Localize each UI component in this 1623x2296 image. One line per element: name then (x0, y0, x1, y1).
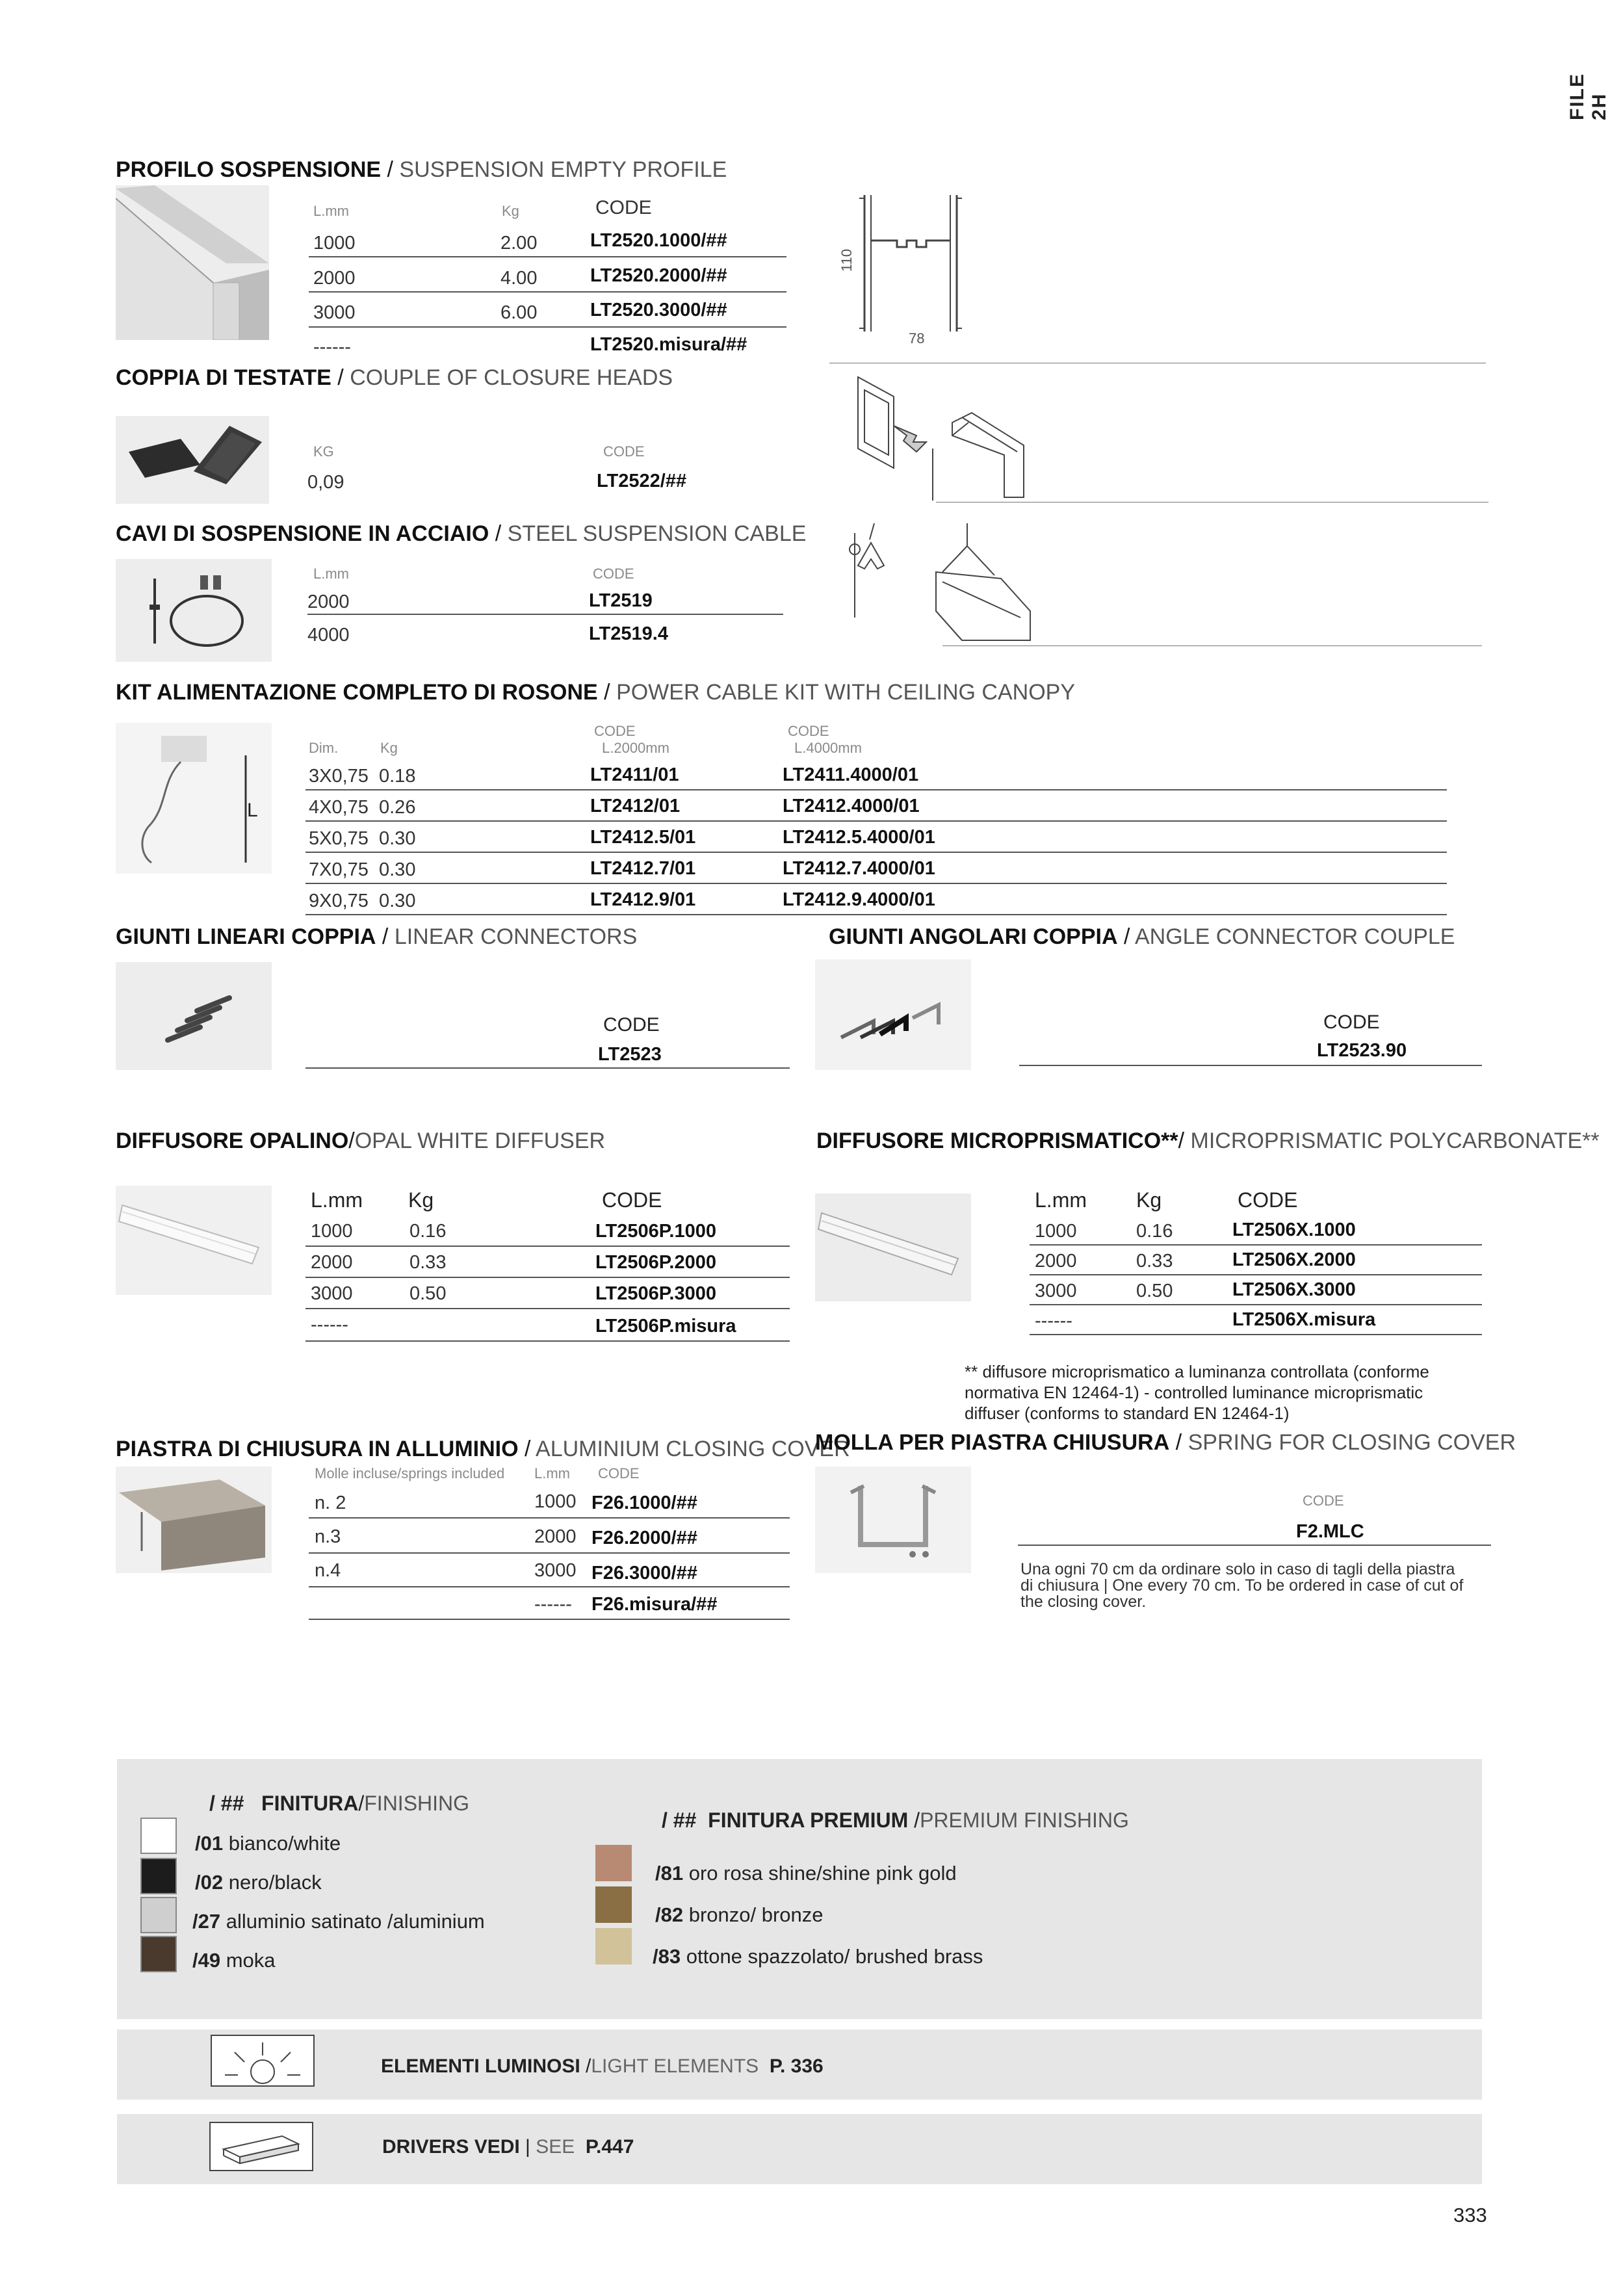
linear-image (116, 962, 272, 1070)
heads-header-kg: KG (313, 443, 334, 460)
side-label: FILE 2H (1566, 73, 1610, 120)
kit-image (116, 723, 272, 874)
micro-header-kg: Kg (1136, 1188, 1162, 1212)
table-cell: 1000 (313, 233, 356, 254)
row-divider (309, 326, 786, 328)
finish-swatch-bronze (595, 1886, 632, 1923)
finish-item: /02 nero/black (195, 1871, 322, 1894)
product-code: LT2412.5.4000/01 (783, 827, 935, 848)
linear-code-label: CODE (603, 1014, 660, 1036)
table-cell: 2.00 (500, 233, 538, 254)
row-divider (305, 852, 1447, 853)
product-code: LT2506P.3000 (595, 1283, 716, 1304)
micro-header-l: L.mm (1035, 1188, 1087, 1212)
drivers-bar[interactable] (117, 2114, 1482, 2184)
angle-illustration (815, 959, 971, 1070)
product-code: LT2411/01 (590, 764, 679, 785)
table-cell: 7X0,75 (309, 859, 369, 880)
table-cell: ------ (313, 337, 351, 358)
spring-illustration (815, 1467, 971, 1573)
cable-title: CAVI DI SOSPENSIONE IN ACCIAIO / STEEL SUSPENSION CABLE (116, 521, 807, 546)
finish-swatch-white (140, 1818, 177, 1854)
opal-header-code: CODE (602, 1188, 662, 1212)
table-cell: 4000 (307, 625, 350, 646)
product-code: LT2506X.2000 (1232, 1249, 1356, 1270)
row-divider (309, 291, 786, 293)
row-divider (305, 914, 1447, 915)
heads-image (116, 416, 269, 504)
linear-title: GIUNTI LINEARI COPPIA / LINEAR CONNECTORS (116, 924, 638, 949)
spring-code-label: CODE (1303, 1493, 1344, 1509)
table-cell: 1000 (311, 1221, 353, 1242)
row-divider (1030, 1244, 1482, 1246)
angle-image (815, 959, 971, 1070)
table-cell: 3000 (311, 1283, 353, 1304)
row-divider (305, 1308, 790, 1309)
table-cell: 1000 (534, 1491, 577, 1512)
cover-title: PIASTRA DI CHIUSURA IN ALLUMINIO / ALUMINIUM CLOSING COVER (116, 1437, 850, 1461)
page-number: 333 (1453, 2204, 1487, 2226)
light-elements-icon (211, 2035, 315, 2087)
spring-title: MOLLA PER PIASTRA CHIUSURA / SPRING FOR CLOSING COVER (815, 1430, 1516, 1455)
product-code: F26.misura/## (591, 1594, 718, 1615)
finish-swatch-aluminium (140, 1897, 177, 1933)
opal-title: DIFFUSORE OPALINO/OPAL WHITE DIFFUSER (116, 1128, 606, 1153)
table-cell: 0.30 (379, 828, 416, 849)
table-cell: 0.26 (379, 797, 416, 818)
table-cell: 0.33 (409, 1252, 447, 1273)
cable-header-l: L.mm (313, 566, 349, 582)
product-code: LT2520.2000/## (590, 265, 727, 286)
table-cell: 2000 (311, 1252, 353, 1273)
finish-swatch-moka (140, 1936, 177, 1972)
micro-note: ** diffusore microprismatico a luminanza controllata (conforme normativa EN 12464-1) - controlled luminance microprismatic diffuser (conforms to standard EN 12464-1) (965, 1362, 1429, 1423)
profile-section-drawing (845, 192, 975, 348)
row-divider (1030, 1304, 1482, 1305)
row-divider (1030, 1334, 1482, 1335)
drivers-link[interactable]: DRIVERS VEDI | SEE P.447 (382, 2136, 634, 2158)
opal-image (116, 1186, 272, 1295)
cover-image (116, 1467, 272, 1573)
table-cell: n.3 (315, 1526, 341, 1547)
linear-illustration (116, 962, 272, 1070)
kit-title: KIT ALIMENTAZIONE COMPLETO DI ROSONE / POWER CABLE KIT WITH CEILING CANOPY (116, 680, 1075, 705)
spring-image (815, 1467, 971, 1573)
table-cell: 6.00 (500, 302, 538, 323)
angle-title: GIUNTI ANGOLARI COPPIA / ANGLE CONNECTOR COUPLE (829, 924, 1455, 949)
row-divider (1030, 1274, 1482, 1275)
table-cell: 3000 (534, 1560, 577, 1581)
row-divider (309, 1517, 790, 1519)
table-cell: 2000 (534, 1526, 577, 1547)
table-cell: ------ (311, 1314, 348, 1335)
cable-install-drawing (845, 520, 1040, 644)
kit-header-dim: Dim. (309, 740, 339, 756)
opal-header-l: L.mm (311, 1188, 363, 1212)
product-code: F2.MLC (1296, 1521, 1364, 1542)
product-code: LT2506P.2000 (595, 1252, 716, 1273)
table-cell: 2000 (313, 268, 356, 289)
kit-illustration (116, 723, 272, 874)
product-code: F26.1000/## (591, 1493, 697, 1513)
table-cell: 0.18 (379, 766, 416, 787)
product-code: LT2519.4 (589, 623, 668, 644)
profile-illustration (116, 185, 269, 340)
row-divider (309, 1619, 790, 1620)
row-divider (1019, 1065, 1482, 1066)
product-code: LT2520.misura/## (590, 334, 747, 355)
cable-image (116, 559, 272, 662)
product-code: LT2411.4000/01 (783, 764, 919, 785)
table-cell: ------ (534, 1594, 572, 1615)
kit-header-code1-sub: L.2000mm (602, 740, 669, 756)
finish-swatch-brass (595, 1928, 632, 1964)
table-cell: 1000 (1035, 1221, 1077, 1242)
row-divider (305, 820, 1447, 822)
bulb-icon (212, 2036, 313, 2085)
cable-header-code: CODE (593, 566, 634, 582)
profile-height-dimension: 110 (838, 248, 855, 272)
table-cell: 3X0,75 (309, 766, 369, 787)
table-cell: 0.16 (409, 1221, 447, 1242)
table-cell: n. 2 (315, 1493, 346, 1513)
micro-title: DIFFUSORE MICROPRISMATICO**/ MICROPRISMATIC POLYCARBONATE** (816, 1128, 1600, 1153)
cover-header-springs: Molle incluse/springs included (315, 1465, 505, 1481)
driver-icon (211, 2123, 312, 2170)
table-cell: n.4 (315, 1560, 341, 1581)
product-code: LT2520.3000/## (590, 300, 727, 320)
cover-header-l: L.mm (534, 1465, 570, 1481)
heads-assembly-drawing (855, 371, 1037, 501)
micro-image (815, 1194, 971, 1301)
product-code: LT2412/01 (590, 796, 681, 816)
row-divider (309, 1586, 790, 1587)
premium-finishing-title: / ## FINITURA PREMIUM /PREMIUM FINISHING (662, 1808, 1129, 1832)
kit-header-code1: CODE (594, 723, 636, 739)
table-cell: 0.50 (1136, 1281, 1173, 1301)
finish-item: /82 bronzo/ bronze (655, 1903, 824, 1926)
heads-title: COPPIA DI TESTATE / COUPLE OF CLOSURE HEADS (116, 365, 673, 390)
table-cell: 5X0,75 (309, 828, 369, 849)
finish-item: /49 moka (192, 1949, 276, 1972)
table-cell: 0,09 (307, 472, 344, 493)
table-cell: 2000 (307, 592, 350, 612)
profile-title: PROFILO SOSPENSIONE / SUSPENSION EMPTY PROFILE (116, 157, 727, 182)
table-cell: 9X0,75 (309, 891, 369, 911)
product-code: LT2506X.misura (1232, 1309, 1376, 1330)
table-cell: 0.50 (409, 1283, 447, 1304)
profile-header-l: L.mm (313, 203, 349, 219)
finish-swatch-pink-gold (595, 1845, 632, 1881)
drivers-icon-box (209, 2122, 313, 2171)
angle-code-label: CODE (1323, 1011, 1380, 1033)
table-cell: 4X0,75 (309, 797, 369, 818)
finish-item: /83 ottone spazzolato/ brushed brass (653, 1945, 983, 1968)
row-divider (309, 256, 786, 257)
row-divider (309, 1552, 790, 1554)
product-code: LT2506P.misura (595, 1316, 736, 1337)
opal-illustration (116, 1186, 272, 1295)
product-code: LT2412.7.4000/01 (783, 858, 935, 879)
product-code: LT2412.4000/01 (783, 796, 920, 816)
table-cell: 0.30 (379, 891, 416, 911)
table-cell: 0.16 (1136, 1221, 1173, 1242)
profile-header-kg: Kg (502, 203, 519, 219)
table-cell: 0.33 (1136, 1251, 1173, 1272)
product-code: LT2506X.3000 (1232, 1279, 1356, 1300)
product-code: F26.3000/## (591, 1563, 697, 1584)
row-divider (305, 883, 1447, 884)
table-cell: 3000 (1035, 1281, 1077, 1301)
product-code: LT2412.5/01 (590, 827, 696, 848)
product-code: LT2520.1000/## (590, 230, 727, 251)
cover-header-code: CODE (598, 1465, 640, 1481)
product-code: LT2506P.1000 (595, 1221, 716, 1242)
product-code: LT2506X.1000 (1232, 1220, 1356, 1240)
kit-image-label: L (247, 800, 258, 821)
row-divider (305, 1340, 790, 1342)
finish-item: /27 alluminio satinato /aluminium (192, 1910, 485, 1933)
table-cell: 0.30 (379, 859, 416, 880)
product-code: F26.2000/## (591, 1528, 697, 1548)
heads-header-code: CODE (603, 443, 645, 460)
micro-illustration (815, 1194, 971, 1301)
table-cell: 2000 (1035, 1251, 1077, 1272)
product-code: LT2412.9.4000/01 (783, 889, 935, 910)
cover-illustration (116, 1467, 272, 1573)
product-code: LT2519 (589, 590, 653, 611)
profile-width-dimension: 78 (909, 330, 925, 346)
row-divider (305, 1246, 790, 1247)
product-code: LT2412.9/01 (590, 889, 696, 910)
spring-note: Una ogni 70 cm da ordinare solo in caso di tagli della piastra di chiusura | One every 70 cm. To be ordered in case of cut of the closing cover. (1020, 1560, 1464, 1611)
profile-header-code: CODE (595, 197, 652, 218)
table-cell: 3000 (313, 302, 356, 323)
heads-illustration (116, 416, 269, 504)
row-divider (305, 789, 1447, 790)
kit-header-code2: CODE (788, 723, 829, 739)
opal-header-kg: Kg (408, 1188, 434, 1212)
profile-image (116, 185, 269, 340)
table-cell: 4.00 (500, 268, 538, 289)
row-divider (307, 614, 783, 615)
cable-illustration (116, 559, 272, 662)
finish-swatch-black (140, 1858, 177, 1894)
row-divider (1018, 1545, 1491, 1546)
finish-item: /01 bianco/white (195, 1832, 341, 1855)
finishing-title: / ## FINITURA/FINISHING (209, 1792, 470, 1815)
product-code: LT2523.90 (1317, 1040, 1407, 1061)
light-elements-link[interactable]: ELEMENTI LUMINOSI /LIGHT ELEMENTS P. 336 (381, 2055, 824, 2077)
product-code: LT2412.7/01 (590, 858, 696, 879)
kit-header-code2-sub: L.4000mm (794, 740, 862, 756)
finish-item: /81 oro rosa shine/shine pink gold (655, 1862, 957, 1885)
table-cell: ------ (1035, 1311, 1072, 1331)
row-divider (305, 1277, 790, 1278)
micro-header-code: CODE (1238, 1188, 1298, 1212)
product-code: LT2523 (598, 1044, 662, 1065)
row-divider (305, 1067, 790, 1069)
kit-header-kg: Kg (380, 740, 398, 756)
product-code: LT2522/## (597, 471, 687, 491)
